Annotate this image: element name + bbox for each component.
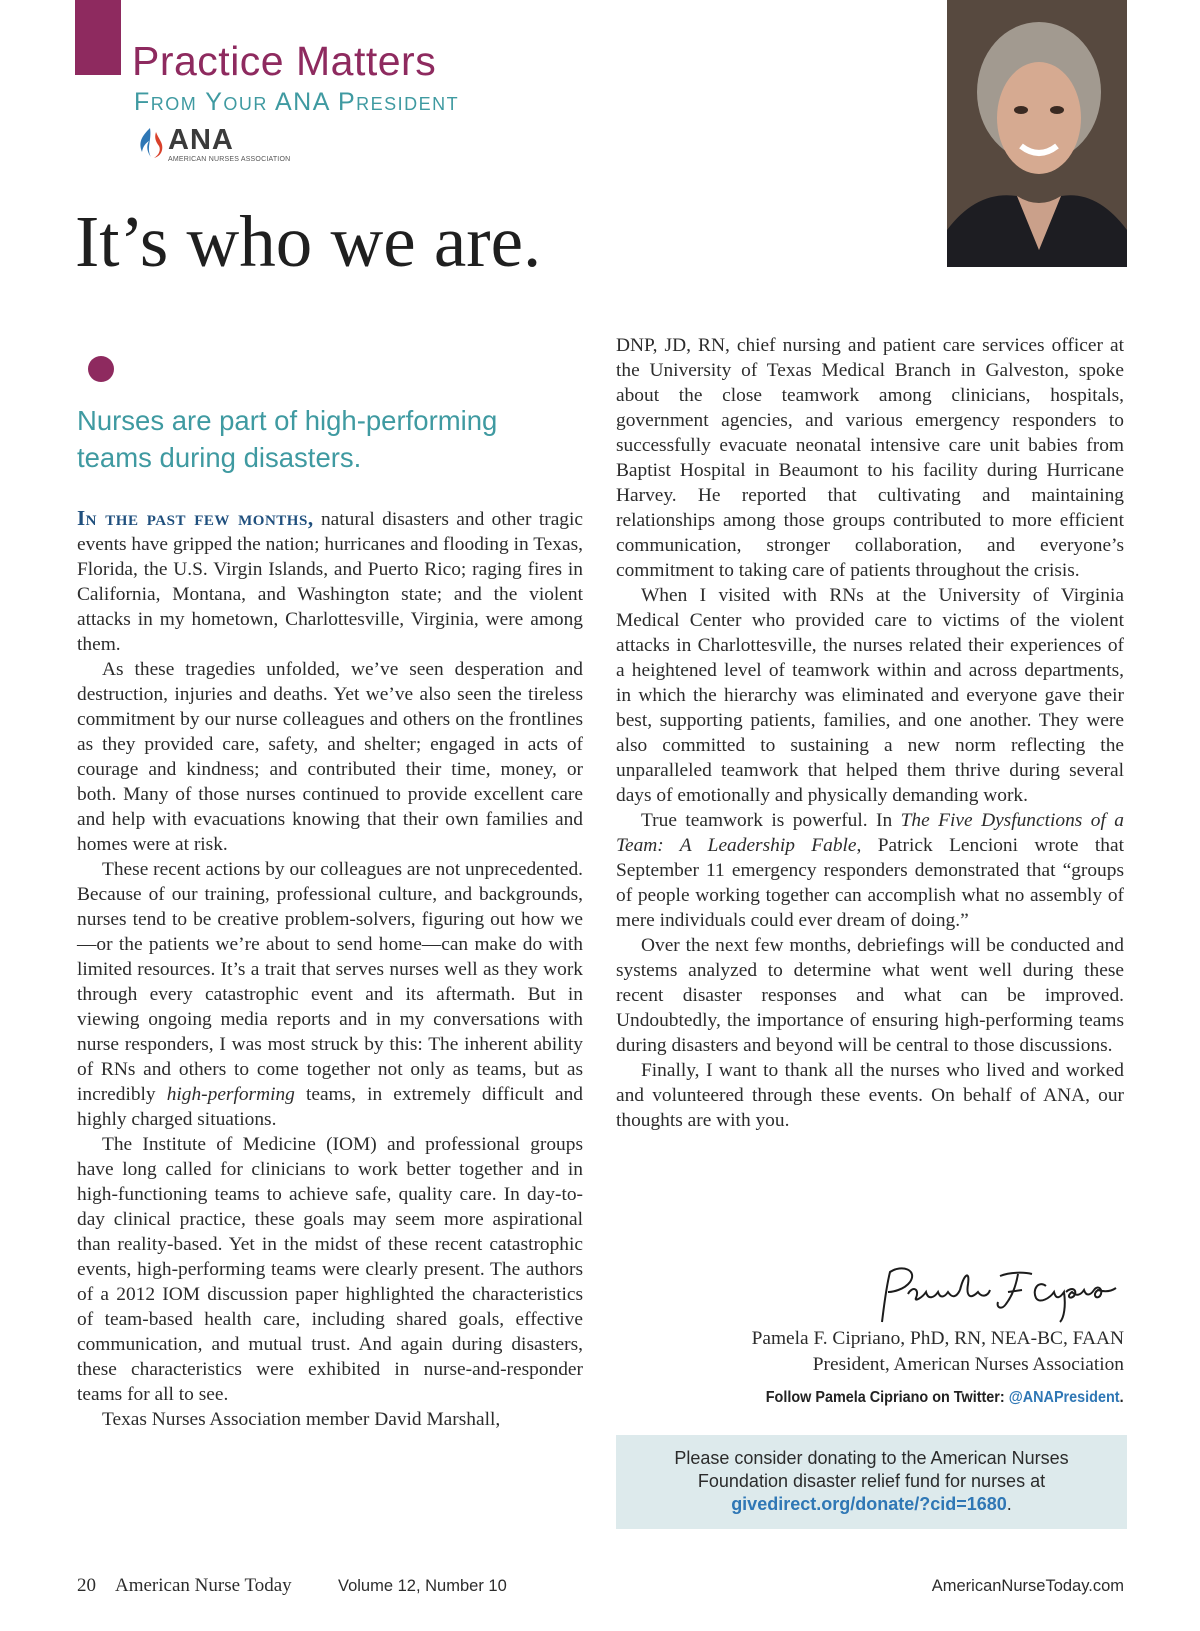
article-paragraph: The Institute of Medicine (IOM) and professional groups have long called for clinicians to work better together and in high-functioning teams to achieve safe, quality care. In day-to-day clinical practice, these goals may seem more aspirational than reality-based. Yet in the midst of these recent catastrophic events, high-performing teams were clearly present. The authors of a 2012 IOM discussion paper highlighted the characteristics of team-based health care, including shared goals, effective communication, and mutual trust. And again during disasters, these characteristics were exhibited in nurse-and-responder teams for all to see. [77, 1134, 583, 1405]
article-paragraph: As these tragedies unfolded, we’ve seen desperation and destruction, injuries and deaths. Yet we’ve also seen the tireless commitment by our nurse colleagues and others on the frontlines as they provided care, safety, and shelter; engaged in acts of courage and kindness; and contributed their time, money, or both. Many of those nurses continued to provide excellent care and help with evacuations knowing that their own families and homes were at risk. [77, 659, 583, 855]
ana-flame-icon [134, 126, 164, 160]
donate-box: Please consider donating to the American Nurses Foundation disaster relief fund for nurses at givedirect.org/donate/?cid=1680. [616, 1435, 1127, 1529]
logo-tagline: AMERICAN NURSES ASSOCIATION [168, 156, 291, 163]
donate-link[interactable]: givedirect.org/donate/?cid=1680 [731, 1494, 1007, 1514]
ana-logo [134, 126, 290, 163]
magazine-name: American Nurse Today [115, 1575, 292, 1596]
article-column-left [77, 506, 583, 1432]
author-title: President, American Nurses Association [812, 1354, 1124, 1375]
article-paragraph: DNP, JD, RN, chief nursing and patient care services officer at the University of Texas Medical Branch in Galveston, spoke about the close teamwork among clinicians, hospitals, government agencies, and various emergency responders to successfully evacuate neonatal intensive care unit babies from Baptist Hospital in Beaumont to his facility during Hurricane Harvey. He reported that cultivating and maintaining relationships among those groups contributed to more efficient communication, stronger collaboration, and everyone’s commitment to taking care of patients throughout the crisis. [616, 335, 1124, 581]
page-number: 20 [77, 1575, 96, 1596]
donate-line: Please consider donating to the American Nurses [674, 1448, 1069, 1468]
column-title: Practice Matters [132, 38, 437, 84]
article-paragraph: Finally, I want to thank all the nurses who lived and worked and volunteered through these events. On behalf of ANA, our thoughts are with you. [616, 1060, 1124, 1131]
magazine-website-link[interactable]: AmericanNurseToday.com [931, 1577, 1124, 1595]
column-subtitle: From Your ANA President [134, 88, 460, 116]
article-paragraph: In the past few months, natural disasters and other tragic events have gripped the nation; hurricanes and flooding in Texas, Florida, the U.S. Virgin Islands, and Puerto Rico; raging fires in California, Montana, and Washington state; and the violent attacks in my hometown, Charlottesville, Virginia, were among them. [77, 506, 583, 655]
article-paragraph: Texas Nurses Association member David Marshall, [102, 1409, 501, 1430]
donate-line: Foundation disaster relief fund for nurses at [697, 1471, 1046, 1491]
pullquote-bullet [88, 356, 114, 382]
twitter-handle-link[interactable]: @ANAPresident [1009, 1389, 1120, 1406]
logo-wordmark: ANA [168, 124, 234, 156]
issue-volume: Volume 12, Number 10 [338, 1577, 507, 1595]
article-paragraph: True teamwork is powerful. In The Five Dysfunctions of a Team: A Leadership Fable, Patrick Lencioni wrote that September 11 emergency responders demonstrated that “groups of people working together can accomplish what no assembly of mere individuals could ever dream of doing.” [616, 810, 1124, 931]
lead-in: In the past few months, [77, 506, 314, 530]
article-headline: It’s who we are. [75, 201, 542, 282]
handwritten-signature [860, 1262, 1130, 1332]
author-portrait [947, 0, 1127, 267]
article-paragraph: Over the next few months, debriefings will be conducted and systems analyzed to determine what went well during these recent disaster responses and what can be improved. Undoubtedly, the importance of ensuring high-performing teams during disasters and beyond will be central to those discussions. [616, 935, 1124, 1056]
article-column-right [616, 333, 1124, 1133]
pullquote: Nurses are part of high-performing teams during disasters. [77, 405, 498, 473]
article-paragraph: These recent actions by our colleagues are not unprecedented. Because of our training, professional culture, and backgrounds, nurses tend to be creative problem-solvers, figuring out how we—or the patients we’re about to send home—can make do with limited resources. It’s a trait that serves nurses well as they work through every catastrophic event and its aftermath. But in viewing ongoing media reports and in my conversations with nurse responders, I was most struck by this: The inherent ability of RNs and others to come together not only as teams, but as incredibly high-performing teams, in extremely difficult and highly charged situations. [77, 859, 584, 1130]
article-paragraph: When I visited with RNs at the University of Virginia Medical Center who provided care to victims of the violent attacks in Charlottesville, the nurses related their experiences of a heightened level of teamwork within and across departments, in which the hierarchy was eliminated and everyone gave their best, supporting patients, families, and one another. They were also committed to sustaining a new norm reflecting the unparalleled teamwork that helped them thrive during several days of emotionally and physically demanding work. [616, 585, 1124, 806]
twitter-line: Follow Pamela Cipriano on Twitter: @ANAPresident. [766, 1389, 1124, 1406]
column-accent-bar [75, 0, 121, 75]
author-name: Pamela F. Cipriano, PhD, RN, NEA-BC, FAAN [751, 1328, 1124, 1349]
